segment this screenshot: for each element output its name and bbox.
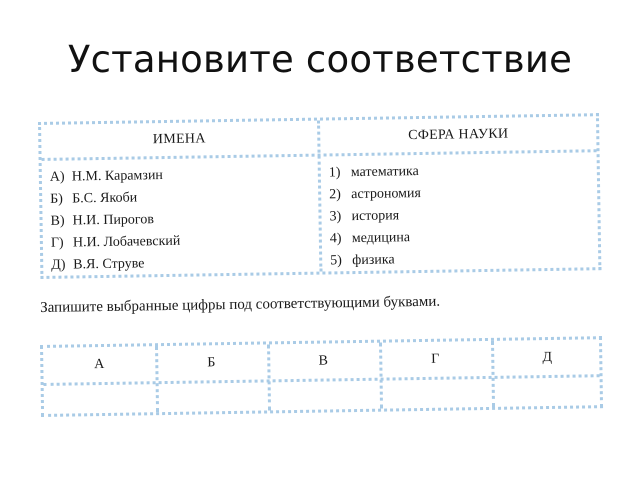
- name-item: [50, 165, 180, 189]
- item-marker: 4): [329, 231, 342, 247]
- answer-header-g: Г: [431, 351, 440, 367]
- name-text: Н.И. Пирогов: [72, 212, 154, 229]
- answer-cell-g[interactable]: [380, 379, 492, 411]
- science-item: [330, 249, 422, 272]
- name-item: [51, 253, 181, 277]
- matching-table: [38, 113, 601, 279]
- name-text: Б.С. Якоби: [72, 190, 138, 207]
- item-marker: Г): [50, 235, 64, 251]
- answer-header-v: В: [318, 353, 329, 369]
- slide-title: Установите соответствие: [67, 38, 573, 81]
- item-marker: 2): [329, 187, 341, 203]
- answer-header-d: Д: [542, 349, 553, 366]
- name-text: Н.М. Карамзин: [71, 168, 163, 185]
- answer-header-a: А: [94, 356, 105, 373]
- answer-table: [40, 336, 603, 417]
- answer-cell-a[interactable]: [44, 384, 156, 416]
- name-item: [50, 209, 180, 233]
- item-marker: Д): [51, 257, 66, 273]
- item-marker: 1): [328, 165, 341, 181]
- item-marker: В): [50, 213, 65, 229]
- answer-cell-d[interactable]: [492, 377, 604, 409]
- answer-cell-v[interactable]: [268, 381, 380, 413]
- science-text: математика: [350, 164, 419, 181]
- science-column-header: СФЕРА НАУКИ: [408, 126, 509, 144]
- names-column-header: ИМЕНА: [152, 131, 206, 148]
- item-marker: А): [49, 169, 65, 185]
- answer-header-b: Б: [207, 355, 216, 371]
- science-item: [329, 183, 421, 206]
- science-text: медицина: [351, 230, 411, 247]
- name-item: [50, 187, 180, 211]
- answer-cell-b[interactable]: [156, 382, 268, 414]
- science-item: [329, 205, 421, 228]
- science-item: [329, 161, 421, 184]
- item-marker: 3): [329, 209, 342, 225]
- name-text: В.Я. Струве: [73, 256, 145, 273]
- item-marker: Б): [50, 191, 64, 207]
- sciences-list: [329, 161, 422, 272]
- science-item: [330, 227, 422, 250]
- instruction-text: Запишите выбранные цифры под соответствующими буквами.: [40, 293, 441, 316]
- science-text: история: [351, 208, 400, 225]
- item-marker: 5): [330, 253, 343, 269]
- science-text: астрономия: [351, 185, 422, 203]
- science-text: физика: [352, 252, 395, 269]
- name-item: [51, 231, 181, 255]
- name-text: Н.И. Лобачевский: [72, 233, 181, 251]
- names-list: [50, 165, 181, 277]
